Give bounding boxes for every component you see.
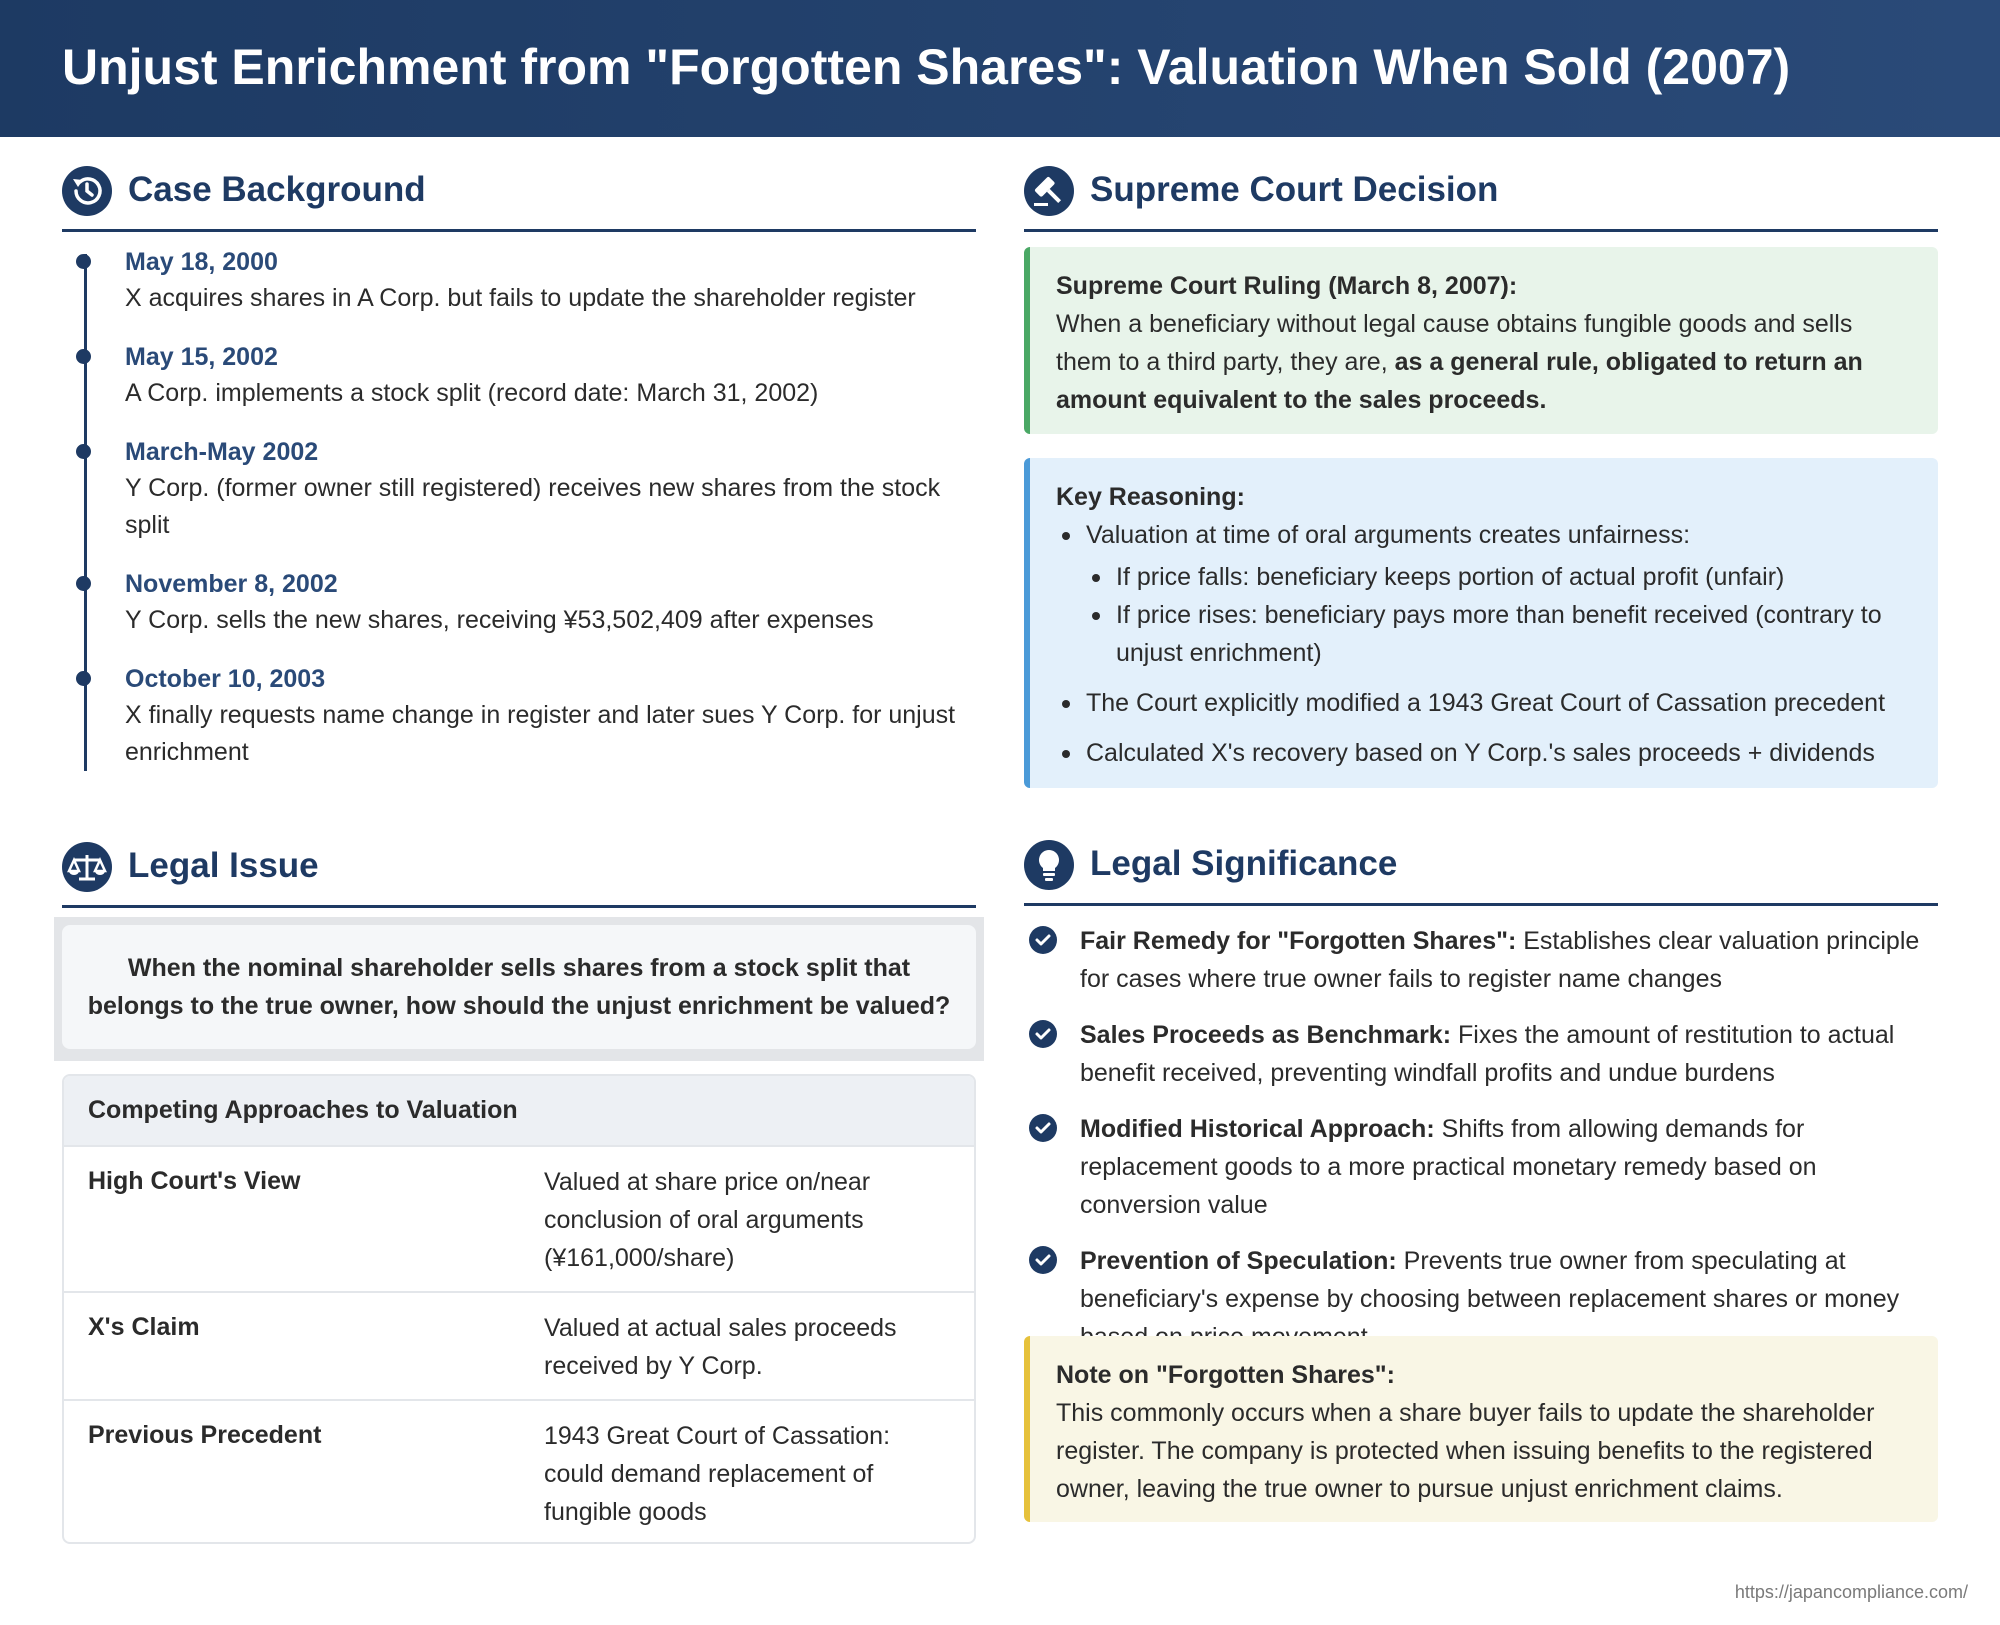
ruling-emphasis: as a general rule, obligated to return an amount equivalent to the sales proceeds. bbox=[1056, 348, 1863, 414]
ruling-title: Supreme Court Ruling (March 8, 2007): bbox=[1056, 272, 1518, 300]
approaches-table bbox=[62, 1074, 976, 1544]
timeline bbox=[62, 244, 976, 771]
significance-title: Prevention of Speculation: bbox=[1080, 1247, 1397, 1275]
significance-title: Modified Historical Approach: bbox=[1080, 1115, 1435, 1143]
timeline-item bbox=[125, 339, 976, 412]
list-item: If price falls: beneficiary keeps portion of actual profit (unfair) bbox=[1086, 558, 1912, 596]
note-title: Note on "Forgotten Shares": bbox=[1056, 1361, 1395, 1389]
timeline-item bbox=[125, 661, 976, 771]
lightbulb-icon bbox=[1024, 840, 1074, 890]
row-value: 1943 Great Court of Cassation: could demand replacement of fungible goods bbox=[544, 1422, 891, 1526]
section-header bbox=[62, 830, 976, 908]
timeline-text: Y Corp. (former owner still registered) receives new shares from the stock split bbox=[125, 474, 941, 539]
gavel-icon bbox=[1024, 166, 1074, 216]
timeline-item bbox=[125, 566, 976, 639]
check-circle-icon bbox=[1029, 1114, 1057, 1142]
significance-list bbox=[1024, 922, 1938, 1356]
note-text: This commonly occurs when a share buyer fails to update the shareholder register. The company is protected when issuing benefits to the registered owner, leaving the true owner to pursue unjust enrichment claims. bbox=[1056, 1399, 1875, 1503]
section-header bbox=[1024, 154, 1938, 232]
reasoning-main: Valuation at time of oral arguments creates unfairness: bbox=[1086, 521, 1691, 549]
list-item bbox=[1056, 516, 1912, 672]
timeline-item bbox=[125, 434, 976, 544]
timeline-date: November 8, 2002 bbox=[125, 570, 338, 598]
page-title: Unjust Enrichment from "Forgotten Shares": Valuation When Sold (2007) bbox=[62, 39, 1791, 95]
check-circle-icon bbox=[1029, 926, 1057, 954]
timeline-date: May 18, 2000 bbox=[125, 248, 278, 276]
legal-question-inner bbox=[62, 925, 976, 1049]
section-title: Legal Issue bbox=[128, 846, 319, 885]
row-label: High Court's View bbox=[88, 1167, 301, 1195]
significance-item bbox=[1024, 1110, 1938, 1224]
legal-question: When the nominal shareholder sells shares from a stock split that belongs to the true owner, how should the unjust enrichment be valued? bbox=[87, 954, 951, 1020]
section-title: Case Background bbox=[128, 170, 426, 209]
balance-scale-icon bbox=[62, 842, 112, 892]
case-background-section bbox=[62, 154, 976, 771]
timeline-text: X finally requests name change in register and later sues Y Corp. for unjust enrichment bbox=[125, 701, 956, 766]
timeline-text: X acquires shares in A Corp. but fails to update the shareholder register bbox=[125, 284, 916, 312]
row-value: Valued at actual sales proceeds received by Y Corp. bbox=[544, 1314, 897, 1380]
timeline-date: October 10, 2003 bbox=[125, 665, 326, 693]
table-row bbox=[64, 1147, 974, 1293]
table-row bbox=[64, 1293, 974, 1401]
list-item: The Court explicitly modified a 1943 Great Court of Cassation precedent bbox=[1056, 684, 1912, 722]
table-row bbox=[64, 1401, 974, 1542]
note-box bbox=[1024, 1336, 1938, 1522]
significance-title: Sales Proceeds as Benchmark: bbox=[1080, 1021, 1452, 1049]
footer-url: https://japancompliance.com/ bbox=[1734, 1582, 1968, 1602]
significance-title: Fair Remedy for "Forgotten Shares": bbox=[1080, 927, 1517, 955]
legal-issue-section bbox=[62, 830, 976, 908]
timeline-date: May 15, 2002 bbox=[125, 343, 278, 371]
row-label: X's Claim bbox=[88, 1313, 200, 1341]
timeline-date: March-May 2002 bbox=[125, 438, 319, 466]
section-header bbox=[62, 154, 976, 232]
significance-text: Prevents true owner from speculating at beneficiary's expense by choosing between replacement shares or money bbox=[1080, 1247, 1900, 1313]
reasoning-list bbox=[1056, 516, 1912, 772]
timeline-text: Y Corp. sells the new shares, receiving ¥53,502,409 after expenses bbox=[125, 606, 874, 634]
decision-section bbox=[1024, 154, 1938, 232]
ruling-text: When a beneficiary without legal cause obtains fungible goods and sells them to a third party, they are, bbox=[1056, 310, 1853, 376]
timeline-item bbox=[125, 244, 976, 317]
check-circle-icon bbox=[1029, 1020, 1057, 1048]
significance-item bbox=[1024, 922, 1938, 998]
significance-text: Establishes clear valuation principle for cases where true owner fails to register name changes bbox=[1080, 927, 1920, 993]
list-item: Calculated X's recovery based on Y Corp.'s sales proceeds + dividends bbox=[1056, 734, 1912, 772]
significance-text: Shifts from allowing demands for replacement goods to a more practical monetary remedy based on conversion value bbox=[1080, 1115, 1817, 1219]
section-title: Legal Significance bbox=[1090, 844, 1398, 883]
ruling-body bbox=[1056, 305, 1912, 419]
list-item: If price rises: beneficiary pays more than benefit received (contrary to unjust enrichment) bbox=[1086, 596, 1912, 672]
page-header bbox=[0, 0, 2000, 137]
significance-text: Fixes the amount of restitution to actual benefit received, preventing windfall profits and undue burdens bbox=[1080, 1021, 1895, 1087]
significance-item bbox=[1024, 1016, 1938, 1092]
row-value: Valued at share price on/near conclusion of oral arguments (¥161,000/share) bbox=[544, 1168, 871, 1272]
reasoning-box bbox=[1024, 458, 1938, 788]
ruling-box bbox=[1024, 247, 1938, 434]
reasoning-title: Key Reasoning: bbox=[1056, 483, 1245, 511]
significance-section bbox=[1024, 828, 1938, 1374]
row-label: Previous Precedent bbox=[88, 1421, 322, 1449]
timeline-dot bbox=[76, 254, 91, 269]
check-circle-icon bbox=[1029, 1246, 1057, 1274]
timeline-dot bbox=[76, 444, 91, 459]
timeline-dot bbox=[76, 576, 91, 591]
history-icon bbox=[62, 166, 112, 216]
section-header bbox=[1024, 828, 1938, 906]
timeline-dot bbox=[76, 349, 91, 364]
timeline-dot bbox=[76, 671, 91, 686]
legal-question-box bbox=[54, 917, 984, 1061]
timeline-text: A Corp. implements a stock split (record date: March 31, 2002) bbox=[125, 379, 819, 407]
reasoning-sublist bbox=[1086, 558, 1912, 672]
section-title: Supreme Court Decision bbox=[1090, 170, 1499, 209]
timeline-line bbox=[84, 254, 87, 771]
table-header: Competing Approaches to Valuation bbox=[64, 1076, 974, 1147]
